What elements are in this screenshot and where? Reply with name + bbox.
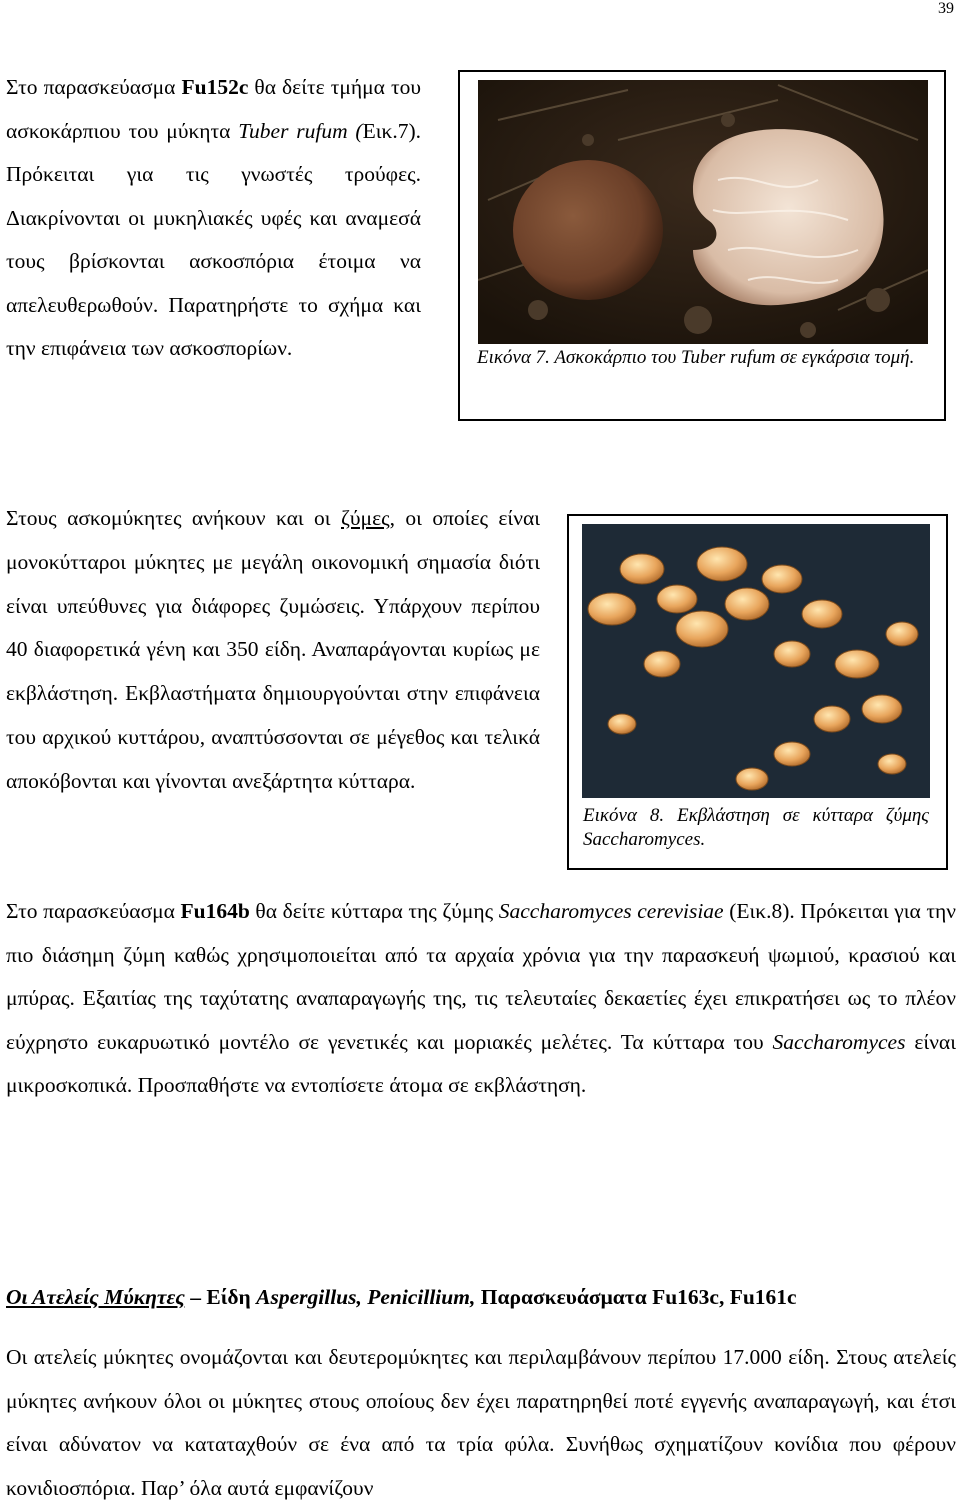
text: θα δείτε κύτταρα της ζύμης: [249, 899, 499, 923]
text: Στους ασκομύκητες ανήκουν και οι: [6, 506, 341, 530]
paragraph-tuber: [6, 66, 421, 371]
specimen-code: Fu152c: [181, 75, 249, 99]
yeast-photo: [582, 524, 930, 798]
species-name: Tuber rufum (: [238, 118, 363, 143]
heading-title: Οι Ατελείς Μύκητες: [6, 1285, 185, 1309]
truffle-photo: [478, 80, 928, 344]
figure-8-caption: Εικόνα 8. Εκβλάστηση σε κύτταρα ζύμης Saccharomyces.: [583, 805, 929, 850]
text: Στο παρασκεύασμα: [6, 75, 182, 99]
genus-name: Saccharomyces: [772, 1029, 906, 1054]
text: (Εικ.8). Πρόκειται για την πιο διάσημη ζύμη καθώς χρησιμοποιείται από τα αρχαία χρόνια για την παρασκευή ψωμιού, κρασιού και μπύρας. Εξαιτίας της ταχύτατης αναπαραγωγής της, τις τελευταίες δεκαετίες έχει επικρατήσει ως το πλέον εύχρηστο ευκαρυωτικό μοντέλο σε γενετικές και μοριακές μελέτες. Τα κύτταρα του: [6, 899, 956, 1054]
paragraph-saccharomyces: [6, 890, 956, 1108]
text: Εικ.7). Πρόκειται για τις γνωστές τρούφες. Διακρίνονται οι μυκηλιακές υφές και αναμεσά τους βρίσκονται ασκοσπόρια έτοιμα να απελευθερωθούν. Παρατηρήστε το σχήμα και την επιφάνεια των ασκοσπορίων.: [6, 118, 421, 360]
figure-7: [458, 70, 946, 421]
paragraph-imperfect-fungi: Οι ατελείς μύκητες ονομάζονται και δευτερομύκητες και περιλαμβάνουν περίπου 17.000 είδη. Στους ατελείς μύκητες ανήκουν όλοι οι μύκητες στους οποίους δεν έχει παρατηρηθεί ποτέ εγγενής αναπαραγωγή, και έτσι είναι αδύνατον να καταταχθούν σε ένα από τα τρία φύλα. Συνήθως σχηματίζουν κονίδια που φέρουν κονιδιοσπόρια. Παρ’ όλα αυτά εμφανίζουν: [6, 1345, 956, 1500]
text: , οι οποίες είναι μονοκύτταροι μύκητες με μεγάλη οικονομική σημασία διότι είναι υπεύθυνες για διάφορες ζυμώσεις. Υπάρχουν περίπου 40 διαφορετικά γένη και 350 είδη. Αναπαράγονται κυρίως με εκβλάστηση. Εκβλαστήματα δημιουργούνται στην επιφάνεια του αρχικού κυττάρου, αναπτύσσονται σε μέγεθος και τελικά αποκόβονται και γίνονται ανεξάρτητα κύτταρα.: [6, 506, 540, 793]
figure-8: [567, 514, 948, 870]
paragraph-yeasts: [6, 497, 540, 804]
section-heading: [6, 1285, 956, 1310]
species-name: Saccharomyces cerevisiae: [498, 899, 724, 923]
text: είναι μικροσκοπικά. Προσπαθήστε να εντοπίσετε άτομα σε εκβλάστηση.: [6, 1029, 956, 1097]
page-number: 39: [938, 0, 954, 17]
text: θα δείτε τμήμα του ασκοκάρπιου του μύκητα: [6, 75, 421, 143]
text: Στο παρασκεύασμα: [6, 899, 181, 923]
heading-genera: Aspergillus, Penicillium,: [256, 1285, 476, 1309]
heading-text: – Είδη: [184, 1285, 257, 1309]
specimen-code: Fu164b: [180, 899, 250, 923]
underlined-term: ζύμες: [341, 506, 390, 530]
heading-specimens: Παρασκευάσματα Fu163c, Fu161c: [475, 1285, 797, 1309]
figure-7-caption: Εικόνα 7. Ασκοκάρπιο του Tuber rufum σε εγκάρσια τομή.: [477, 347, 915, 368]
